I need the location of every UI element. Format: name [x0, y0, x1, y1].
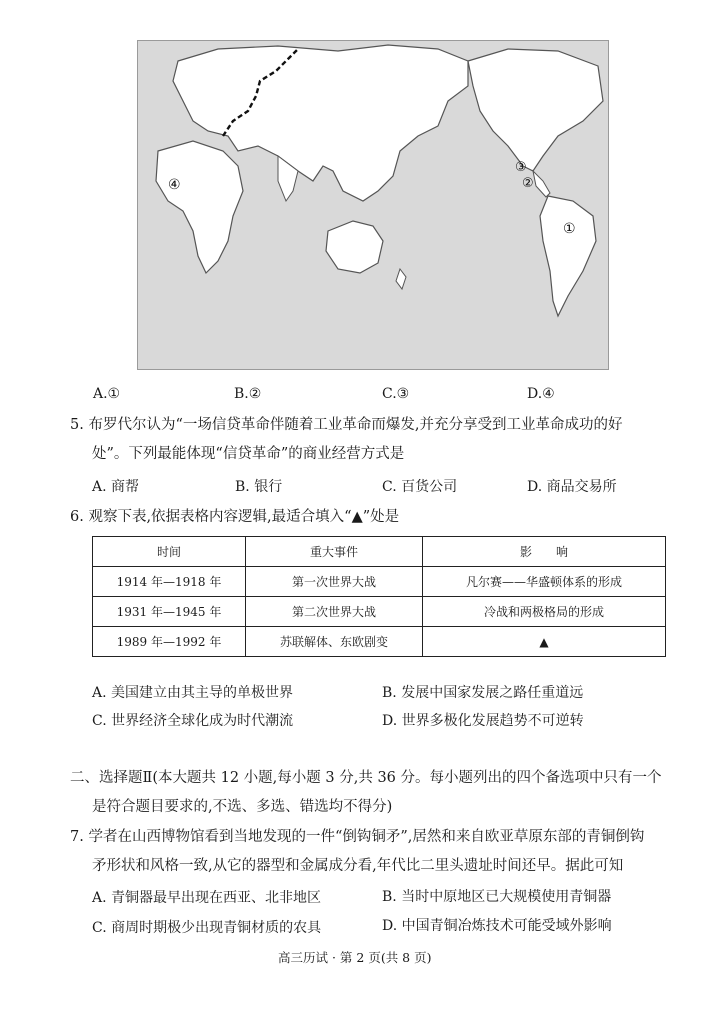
table-header-impact: 影 响: [423, 537, 666, 567]
table-header-event: 重大事件: [246, 537, 423, 567]
world-map-svg: [138, 41, 608, 369]
africa-landmass: [156, 141, 243, 273]
q5-option-c[interactable]: C. 百货公司: [382, 479, 458, 495]
q7-option-d[interactable]: D. 中国青铜冶炼技术可能受域外影响: [382, 918, 612, 934]
table-cell-impact: 冷战和两极格局的形成: [423, 597, 666, 627]
q7-stem-line2: 矛形状和风格一致,从它的器型和金属成分看,年代比二里头遗址时间还早。据此可知: [92, 858, 624, 874]
table-cell-time: 1914 年—1918 年: [93, 567, 246, 597]
table-cell-impact: 凡尔赛——华盛顿体系的形成: [423, 567, 666, 597]
table-cell-time: 1989 年—1992 年: [93, 627, 246, 657]
q6-option-c[interactable]: C. 世界经济全球化成为时代潮流: [92, 713, 294, 729]
q5-stem-line2: 处”。下列最能体现“信贷革命”的商业经营方式是: [92, 446, 405, 462]
q4-option-c[interactable]: C.③: [382, 386, 410, 402]
table-cell-event: 第一次世界大战: [246, 567, 423, 597]
australia-landmass: [326, 221, 383, 273]
q4-option-a[interactable]: A.①: [93, 386, 121, 402]
central-america-landmass: [533, 171, 550, 197]
map-marker-2: ②: [522, 176, 534, 191]
q5-option-b[interactable]: B. 银行: [235, 479, 283, 495]
world-map: [137, 40, 609, 370]
table-header-time: 时间: [93, 537, 246, 567]
section2-header-line2: 是符合题目要求的,不选、多选、错选均不得分): [92, 799, 393, 815]
table-cell-time: 1931 年—1945 年: [93, 597, 246, 627]
section2-header-line1: 二、选择题Ⅱ(本大题共 12 小题,每小题 3 分,共 36 分。每小题列出的四个备选项中只有一个: [70, 770, 662, 786]
q7-stem-line1: 7. 学者在山西博物馆看到当地发现的一件“倒钩铜矛”,居然和来自欧亚草原东部的青铜倒钩: [70, 829, 645, 845]
q5-option-d[interactable]: D. 商品交易所: [527, 479, 617, 495]
q7-option-b[interactable]: B. 当时中原地区已大规模使用青铜器: [382, 889, 612, 905]
table-cell-impact-placeholder: ▲: [423, 627, 666, 657]
q7-option-c[interactable]: C. 商周时期极少出现青铜材质的农具: [92, 920, 322, 936]
q5-option-a[interactable]: A. 商帮: [92, 479, 140, 495]
q4-option-d[interactable]: D.④: [527, 386, 555, 402]
events-table: [92, 536, 666, 657]
page-footer: 高三历试 · 第 2 页(共 8 页): [278, 950, 432, 965]
map-marker-3: ③: [515, 160, 527, 175]
q6-stem: 6. 观察下表,依据表格内容逻辑,最适合填入“▲”处是: [70, 509, 400, 525]
map-marker-4: ④: [168, 177, 181, 193]
map-marker-1: ①: [563, 221, 576, 237]
q7-option-a[interactable]: A. 青铜器最早出现在西亚、北非地区: [92, 890, 322, 906]
table-row: [93, 567, 666, 597]
table-row: [93, 627, 666, 657]
south-america-landmass: [540, 196, 596, 316]
north-america-landmass: [468, 49, 603, 171]
table-cell-event: 苏联解体、东欧剧变: [246, 627, 423, 657]
q5-stem-line1: 5. 布罗代尔认为“一场信贷革命伴随着工业革命而爆发,并充分享受到工业革命成功的好: [70, 417, 623, 433]
q6-option-a[interactable]: A. 美国建立由其主导的单极世界: [92, 685, 294, 701]
q6-option-b[interactable]: B. 发展中国家发展之路任重道远: [382, 685, 584, 701]
table-cell-event: 第二次世界大战: [246, 597, 423, 627]
q4-option-b[interactable]: B.②: [234, 386, 262, 402]
table-header-row: [93, 537, 666, 567]
table-row: [93, 597, 666, 627]
q6-option-d[interactable]: D. 世界多极化发展趋势不可逆转: [382, 713, 584, 729]
new-zealand-landmass: [396, 269, 406, 289]
